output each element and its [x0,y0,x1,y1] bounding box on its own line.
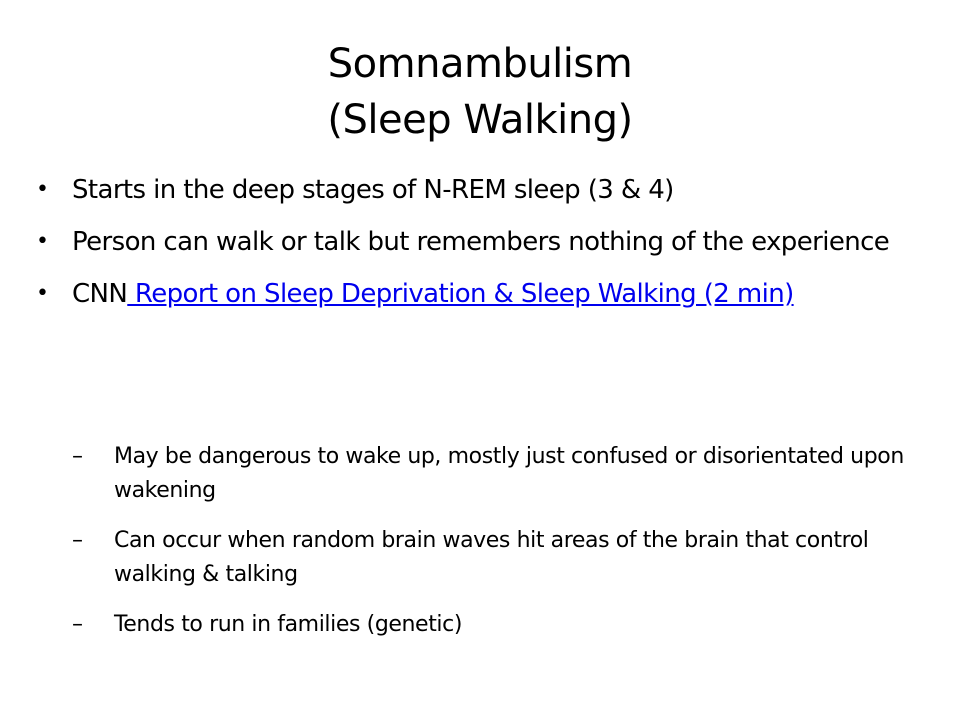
sub-bullet-marker: – [72,444,83,469]
bullet-marker: • [36,281,49,306]
sub-bullet-text: Can occur when random brain waves hit areas of the brain that control walking & talking [114,528,869,587]
title-line-2: (Sleep Walking) [327,97,633,143]
sub-bullet-item [72,608,915,642]
bullet-text-prefix: CNN [72,279,128,309]
sub-bullet-list [72,440,915,658]
title-line-1: Somnambulism [327,41,633,87]
video-link[interactable]: Report on Sleep Deprivation & Sleep Walking (2 min) [127,279,794,309]
bullet-marker: • [36,229,49,254]
sub-bullet-text: Tends to run in families (genetic) [114,612,463,637]
sub-bullet-marker: – [72,528,83,553]
sub-bullet-item [72,524,915,592]
slide-title [0,36,960,148]
bullet-text: Starts in the deep stages of N-REM sleep (3 & 4) [72,175,674,205]
bullet-marker: • [36,177,49,202]
sub-bullet-item [72,440,915,508]
bullet-list [36,172,916,328]
bullet-item [36,224,916,260]
bullet-item [36,276,916,312]
sub-bullet-text: May be dangerous to wake up, mostly just confused or disorientated upon wakening [114,444,904,503]
sub-bullet-marker: – [72,612,83,637]
bullet-item [36,172,916,208]
bullet-text: Person can walk or talk but remembers nothing of the experience [72,227,890,257]
